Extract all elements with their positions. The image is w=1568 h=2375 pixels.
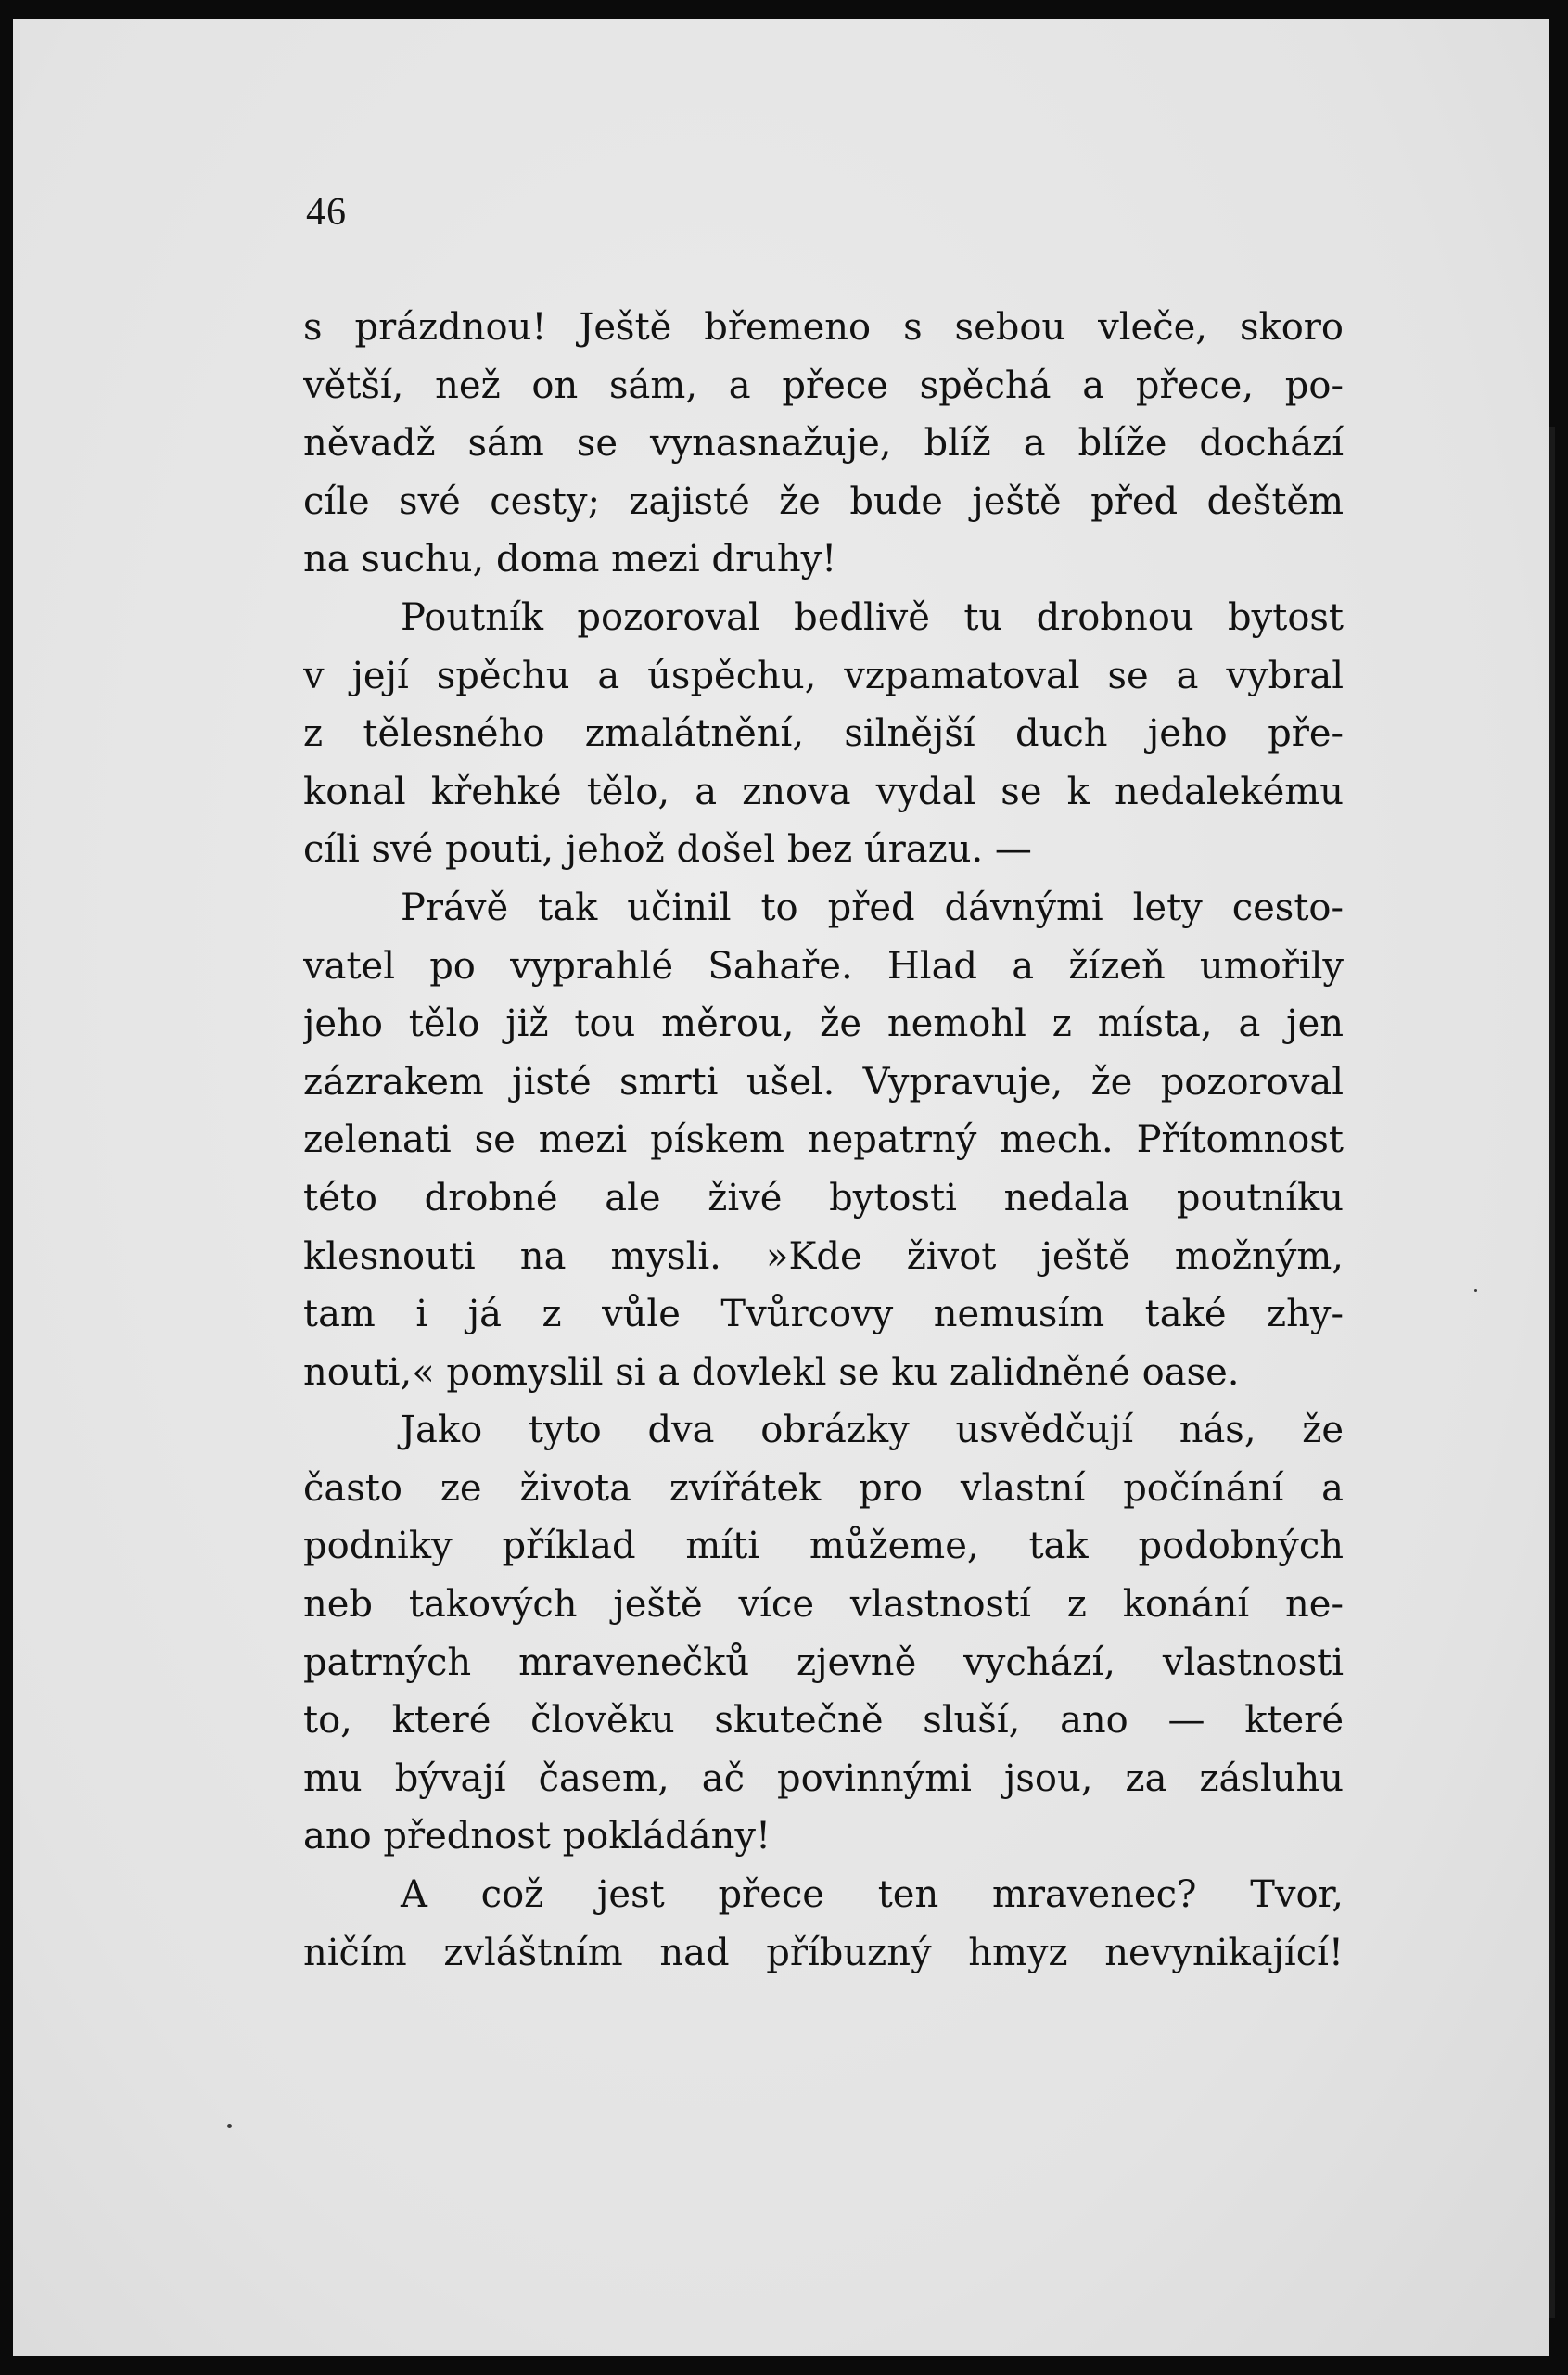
- text-line: na suchu, doma mezi druhy!: [303, 538, 837, 581]
- text-line: ničím zvláštním nad příbuzný hmyz nevynikající!: [303, 1931, 1344, 1974]
- page-number: 46: [306, 191, 347, 234]
- text-line: vatel po vyprahlé Sahaře. Hlad a žízeň umořily: [303, 944, 1344, 988]
- body-text: [303, 299, 1344, 1982]
- text-line: cíle své cesty; zajisté že bude ještě před deštěm: [303, 479, 1344, 523]
- dust-speck: [227, 2124, 232, 2128]
- text-line: něvadž sám se vynasnažuje, blíž a blíže dochází: [303, 422, 1344, 466]
- text-line: Jako tyto dva obrázky usvědčují nás, že: [401, 1409, 1344, 1452]
- text-line: to, které člověku skutečně sluší, ano — které: [303, 1699, 1344, 1743]
- text-line: klesnouti na mysli. »Kde život ještě možným,: [303, 1234, 1344, 1278]
- dust-speck: [1474, 1289, 1477, 1292]
- text-line: ano přednost pokládány!: [303, 1815, 771, 1858]
- text-line: konal křehké tělo, a znova vydal se k nedalekému: [303, 770, 1344, 813]
- text-line: s prázdnou! Ještě břemeno s sebou vleče, skoro: [303, 306, 1344, 349]
- text-line: často ze života zvířátek pro vlastní počínání a: [303, 1466, 1344, 1510]
- text-line: Právě tak učinil to před dávnými lety cesto-: [401, 886, 1344, 929]
- text-line: cíli své pouti, jehož došel bez úrazu. —: [303, 828, 1032, 872]
- text-line: z tělesného zmalátnění, silnější duch jeho pře-: [303, 712, 1344, 756]
- text-line: patrných mravenečků zjevně vychází, vlastnosti: [303, 1641, 1344, 1684]
- text-line: neb takových ještě více vlastností z konání ne-: [303, 1583, 1344, 1627]
- text-line: nouti,« pomyslil si a dovlekl se ku zalidněné oase.: [303, 1350, 1240, 1394]
- page-edge-shadow: [1549, 427, 1555, 2318]
- text-line: jeho tělo již tou měrou, že nemohl z místa, a jen: [303, 1002, 1344, 1046]
- text-line: Poutník pozoroval bedlivě tu drobnou bytost: [401, 595, 1344, 639]
- text-line: této drobné ale živé bytosti nedala poutníku: [303, 1176, 1344, 1219]
- text-line: větší, než on sám, a přece spěchá a přece, po-: [303, 364, 1344, 407]
- text-line: zelenati se mezi pískem nepatrný mech. Přítomnost: [303, 1118, 1344, 1162]
- text-line: podniky příklad míti můžeme, tak podobných: [303, 1525, 1344, 1568]
- text-line: mu bývají časem, ač povinnými jsou, za zásluhu: [303, 1756, 1344, 1800]
- text-line: tam i já z vůle Tvůrcovy nemusím také zhy-: [303, 1293, 1344, 1336]
- text-line: zázrakem jisté smrti ušel. Vypravuje, že pozoroval: [303, 1060, 1344, 1104]
- text-line: v její spěchu a úspěchu, vzpamatoval se a vybral: [303, 654, 1344, 697]
- text-line: A což jest přece ten mravenec? Tvor,: [401, 1873, 1344, 1917]
